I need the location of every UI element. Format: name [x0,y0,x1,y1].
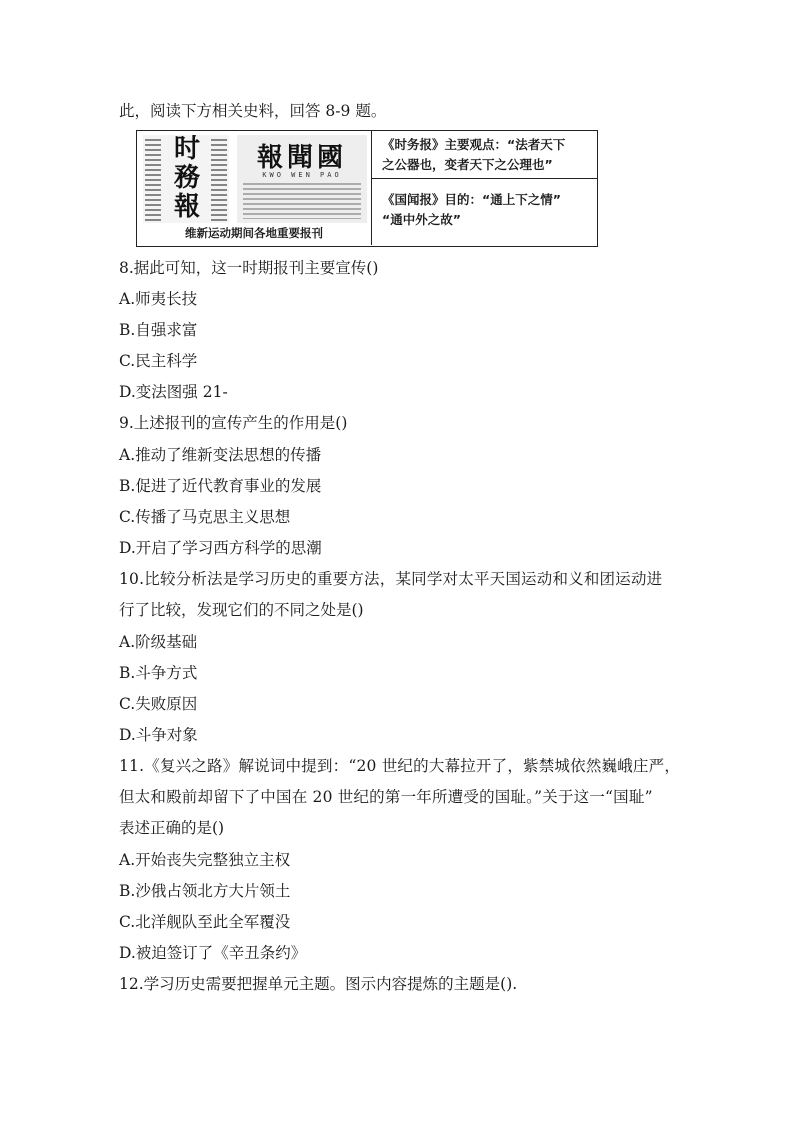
quote-guowenbao: 《国闻报》目的：“通上下之情” “通中外之故” [382,192,561,227]
shiwubao-image [143,135,229,223]
option-11d: D.被迫签订了《辛丑条约》 [119,944,307,962]
option-10c: C.失败原因 [119,695,198,713]
guowenbao-image [237,135,367,223]
option-11a: A.开始丧失完整独立主权 [119,851,291,869]
option-8d: D.变法图强 21- [119,383,228,401]
option-10b: B.斗争方式 [119,664,198,682]
figure-caption: 维新运动期间各地重要报刊 [185,226,323,240]
option-10d: D.斗争对象 [119,726,198,744]
quote-table [372,131,597,245]
guowenbao-masthead: 報聞國 [256,143,347,173]
option-9b: B.促进了近代教育事业的发展 [119,477,322,495]
option-11b: B.沙俄占领北方大片领土 [119,882,291,900]
source-figure [136,130,598,247]
question-12: 12.学习历史需要把握单元主题。图示内容提炼的主题是(). [119,975,518,993]
shiwubao-char-2: 務 [173,163,200,193]
option-9d: D.开启了学习西方科学的思潮 [119,539,322,557]
question-11-line-1: 11.《复兴之路》解说词中提到：“20 世纪的大幕拉开了，紫禁城依然巍峨庄严， [119,757,681,775]
question-11-line-2: 但太和殿前却留下了中国在 20 世纪的第一年所遭受的国耻。”关于这一“国耻” [119,788,653,806]
option-9c: C.传播了马克思主义思想 [119,508,291,526]
newspaper-images [137,131,372,245]
question-9: 9.上述报刊的宣传产生的作用是() [119,414,348,432]
option-10a: A.阶级基础 [119,633,198,651]
shiwubao-char-3: 報 [173,192,200,222]
guowenbao-subtitle: KWO WEN PAO [262,171,342,179]
quote-shiwubao: 《时务报》主要观点：“法者天下 之公器也，变者天下之公理也” [372,131,597,179]
question-10-line-2: 行了比较，发现它们的不同之处是() [119,601,364,619]
question-10-line-1: 10.比较分析法是学习历史的重要方法，某同学对太平天国运动和义和团运动进 [119,570,663,588]
option-8a: A.师夷长技 [119,290,198,308]
option-11c: C.北洋舰队至此全军覆没 [119,913,291,931]
option-8c: C.民主科学 [119,352,198,370]
question-8: 8.据此可知，这一时期报刊主要宣传() [119,259,379,277]
question-11-line-3: 表述正确的是() [119,819,225,837]
intro-text: 此，阅读下方相关史料，回答 8-9 题。 [119,102,387,120]
option-8b: B.自强求富 [119,321,198,339]
option-9a: A.推动了维新变法思想的传播 [119,446,322,464]
shiwubao-char-1: 时 [173,134,200,164]
